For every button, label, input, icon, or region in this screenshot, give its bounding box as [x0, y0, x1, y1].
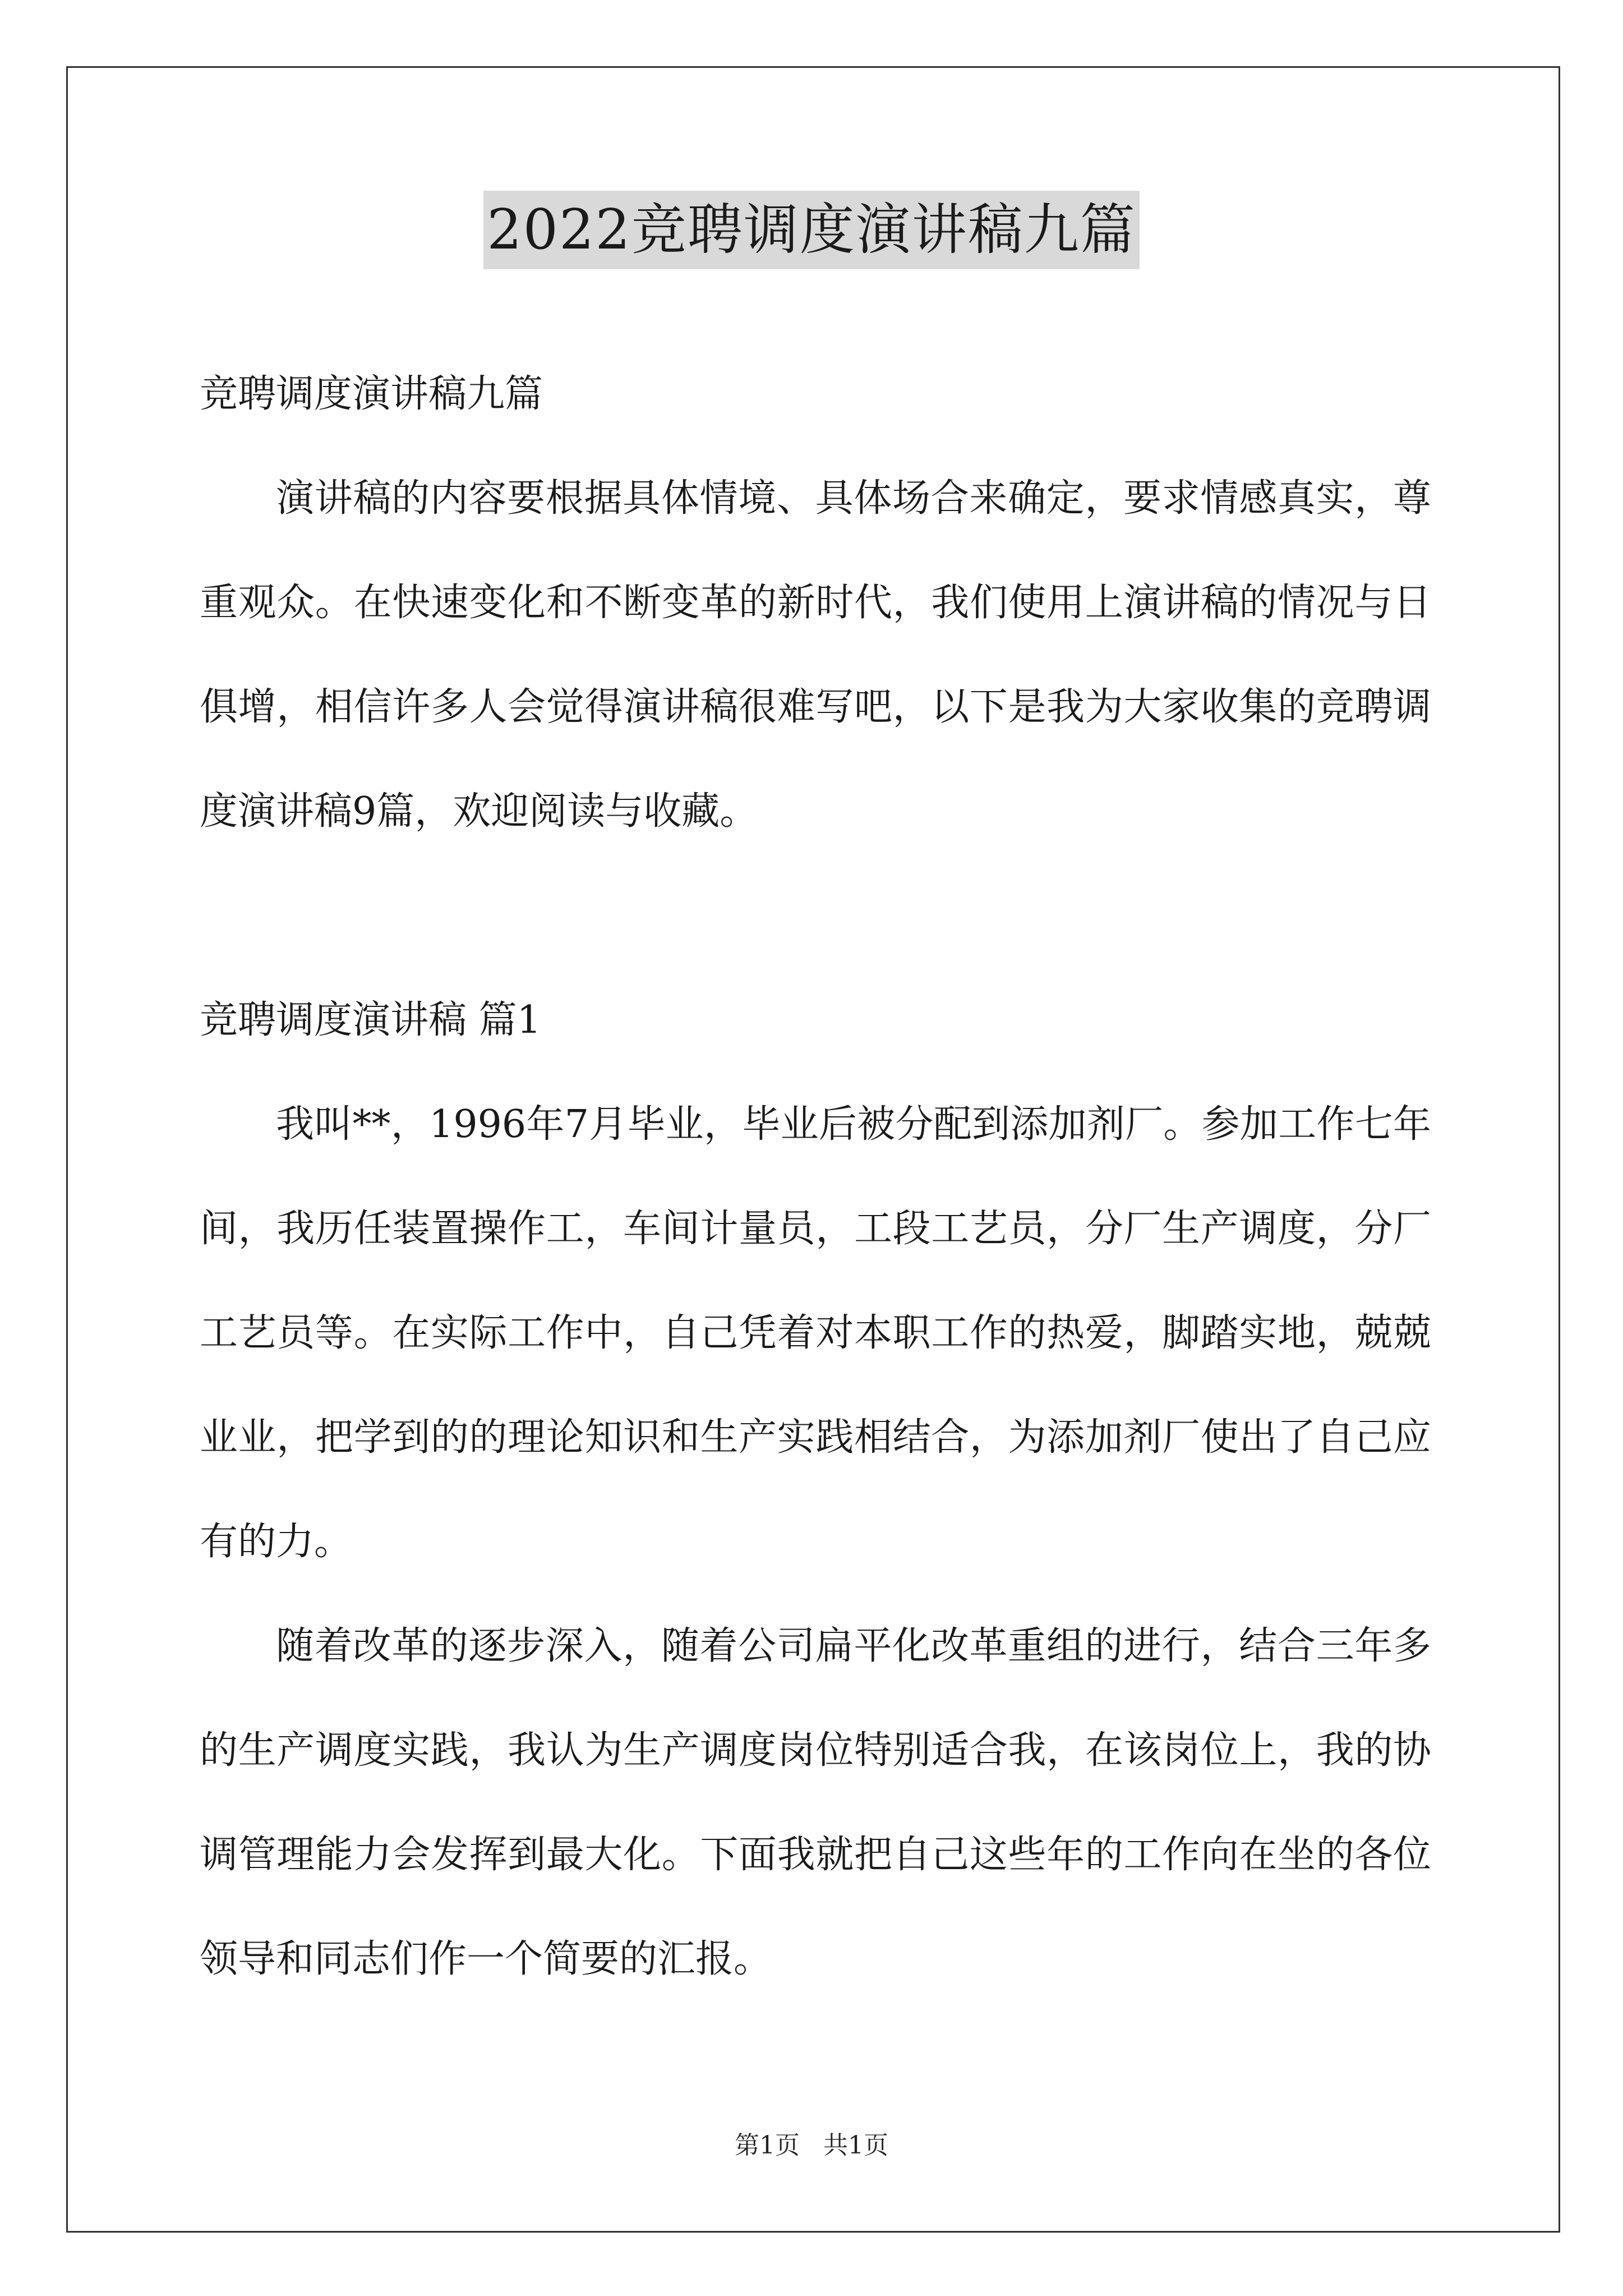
body-paragraph-2: 随着改革的逐步深入，随着公司扁平化改革重组的进行，结合三年多的生产调度实践，我认为生产调度岗位特别适合我，在该岗位上，我的协调管理能力会发挥到最大化。下面我就把自己这些年的工作向在坐的各位领导和同志们作一个简要的汇报。 — [200, 1624, 1431, 1981]
intro-paragraph: 演讲稿的内容要根据具体情境、具体场合来确定，要求情感真实，尊重观众。在快速变化和不断变革的新时代，我们使用上演讲稿的情况与日俱增，相信许多人会觉得演讲稿很难写吧，以下是我为大家收集的竞聘调度演讲稿9篇，欢迎阅读与收藏。 — [200, 476, 1431, 834]
document-title: 2022竞聘调度演讲稿九篇 — [483, 191, 1139, 269]
section-heading: 竞聘调度演讲稿 篇1 — [200, 998, 541, 1042]
document-body — [200, 342, 1431, 2012]
body-paragraph-1: 我叫**，1996年7月毕业，毕业后被分配到添加剂厂。参加工作七年间，我历任装置操作工，车间计量员，工段工艺员，分厂生产调度，分厂工艺员等。在实际工作中，自己凭着对本职工作的热爱，脚踏实地，兢兢业业，把学到的的理论知识和生产实践相结合，为添加剂厂使出了自己应有的力。 — [200, 1102, 1431, 1564]
title-container — [0, 191, 1623, 269]
document-subtitle: 竞聘调度演讲稿九篇 — [200, 372, 543, 416]
page-number-footer: 第1页 共1页 — [735, 2131, 888, 2160]
